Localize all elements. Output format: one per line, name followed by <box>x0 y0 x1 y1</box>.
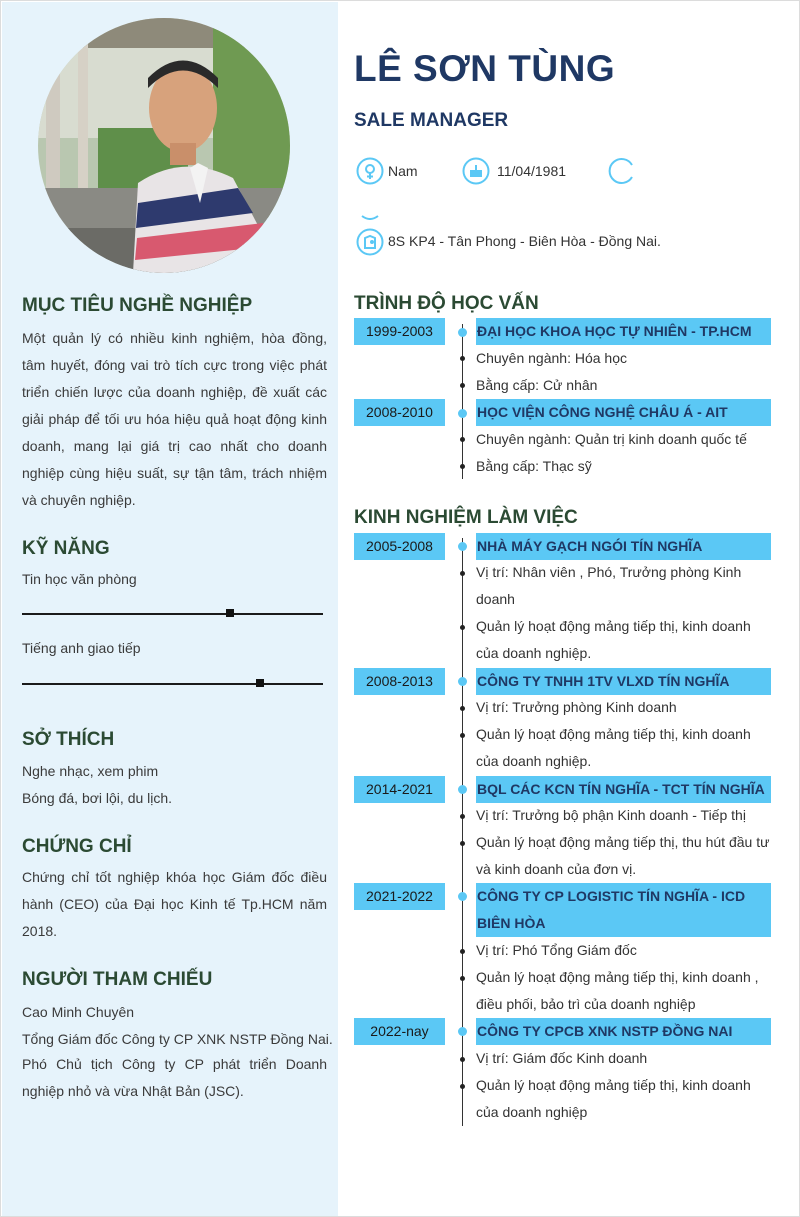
experience-years: 2008-2013 <box>354 668 445 695</box>
bullet-dot <box>460 706 465 711</box>
bullet-dot <box>460 841 465 846</box>
objective-text: Một quản lý có nhiều kinh nghiệm, hòa đồng, tâm huyết, đóng vai trò tích cực trong việc phát triển chiến lược của doanh nghiệp, đề xuất các giải pháp để tối ưu hóa hiệu quả hoạt động kinh doanh, mang lại giá trị cao nhất cho doanh nghiệp cùng hiệu suất, sự tận tâm, trách nhiệm và chuyên nghiệp. <box>22 330 327 508</box>
experience-detail: Quản lý hoạt động mảng tiếp thị, kinh doanh , điều phối, bảo trì của doanh nghiệp <box>476 969 759 1012</box>
skill-bar <box>22 683 323 685</box>
skill-level-marker <box>256 679 264 687</box>
bullet-dot <box>460 814 465 819</box>
bullet-dot <box>460 1057 465 1062</box>
experience-detail: Vị trí: Nhân viên , Phó, Trưởng phòng Kinh doanh <box>476 564 742 607</box>
address-value: 8S KP4 - Tân Phong - Biên Hòa - Đồng Nai. <box>388 233 661 249</box>
experience-detail: Vị trí: Trưởng phòng Kinh doanh <box>476 699 677 715</box>
education-detail: Bằng cấp: Thạc sỹ <box>476 458 592 474</box>
reference-name: Cao Minh Chuyên <box>22 1004 135 1020</box>
education-timeline-line <box>462 324 463 479</box>
experience-detail: Quản lý hoạt động mảng tiếp thị, kinh doanh của doanh nghiệp. <box>476 618 751 661</box>
certificates-title: CHỨNG CHỈ <box>22 836 132 857</box>
bullet-dot <box>460 949 465 954</box>
timeline-marker <box>458 892 467 901</box>
bullet-dot <box>460 976 465 981</box>
experience-company: NHÀ MÁY GẠCH NGÓI TÍN NGHĨA <box>476 533 771 560</box>
skill-bar <box>22 613 323 615</box>
experience-company: CÔNG TY TNHH 1TV VLXD TÍN NGHĨA <box>476 668 771 695</box>
education-detail: Bằng cấp: Cử nhân <box>476 377 598 393</box>
timeline-marker <box>458 409 467 418</box>
experience-title: KINH NGHIỆM LÀM VIỆC <box>354 507 578 528</box>
phone-icon <box>608 157 636 185</box>
references-title: NGƯỜI THAM CHIẾU <box>22 969 213 990</box>
skill-label: Tin học văn phòng <box>22 571 137 587</box>
education-detail: Chuyên ngành: Hóa học <box>476 350 627 366</box>
timeline-marker <box>458 328 467 337</box>
reference-line: Phó Chủ tịch Công ty CP phát triển Doanh nghiệp nhỏ và vừa Nhật Bản (JSC). <box>22 1056 327 1099</box>
education-years: 2008-2010 <box>354 399 445 426</box>
experience-detail: Quản lý hoạt động mảng tiếp thị, thu hút đầu tư và kinh doanh của đơn vị. <box>476 834 770 877</box>
candidate-name: LÊ SƠN TÙNG <box>354 48 616 89</box>
bullet-dot <box>460 1084 465 1089</box>
hobby-item: Bóng đá, bơi lội, du lịch. <box>22 790 173 806</box>
bullet-dot <box>460 625 465 630</box>
timeline-marker <box>458 542 467 551</box>
bullet-dot <box>460 571 465 576</box>
gender-icon <box>356 157 384 185</box>
bullet-dot <box>460 383 465 388</box>
objective-title: MỤC TIÊU NGHỀ NGHIỆP <box>22 295 253 316</box>
experience-years: 2021-2022 <box>354 883 445 910</box>
experience-company: BQL CÁC KCN TÍN NGHĨA - TCT TÍN NGHĨA <box>476 776 771 803</box>
experience-detail: Vị trí: Phó Tổng Giám đốc <box>476 942 637 958</box>
experience-years: 2022-nay <box>354 1018 445 1045</box>
profile-photo <box>38 18 290 273</box>
location-icon <box>356 228 384 256</box>
bullet-dot <box>460 437 465 442</box>
experience-company: CÔNG TY CP LOGISTIC TÍN NGHĨA - ICD BIÊN HÒA <box>476 883 771 937</box>
gender-value: Nam <box>388 163 418 179</box>
hobbies-title: SỞ THÍCH <box>22 729 115 750</box>
job-title: SALE MANAGER <box>354 110 509 131</box>
experience-detail: Quản lý hoạt động mảng tiếp thị, kinh doanh của doanh nghiệp <box>476 1077 751 1120</box>
experience-detail: Vị trí: Trưởng bộ phận Kinh doanh - Tiếp thị <box>476 807 746 823</box>
reference-line: Tổng Giám đốc Công ty CP XNK NSTP Đồng Nai. <box>22 1031 333 1047</box>
timeline-marker <box>458 785 467 794</box>
timeline-marker <box>458 1027 467 1036</box>
bullet-dot <box>460 464 465 469</box>
education-school: HỌC VIỆN CÔNG NGHỆ CHÂU Á - AIT <box>476 399 771 426</box>
skills-title: KỸ NĂNG <box>22 538 110 559</box>
education-detail: Chuyên ngành: Quản trị kinh doanh quốc tế <box>476 431 747 447</box>
hobby-item: Nghe nhạc, xem phim <box>22 763 159 779</box>
bullet-dot <box>460 356 465 361</box>
experience-years: 2014-2021 <box>354 776 445 803</box>
birthday-value: 11/04/1981 <box>497 163 567 179</box>
education-title: TRÌNH ĐỘ HỌC VẤN <box>354 293 539 314</box>
experience-detail: Vị trí: Giám đốc Kinh doanh <box>476 1050 648 1066</box>
timeline-marker <box>458 677 467 686</box>
education-years: 1999-2003 <box>354 318 445 345</box>
certificates-text: Chứng chỉ tốt nghiệp khóa học Giám đốc điều hành (CEO) của Đại học Kinh tế Tp.HCM năm 2018. <box>22 869 327 939</box>
skill-level-marker <box>226 609 234 617</box>
experience-detail: Quản lý hoạt động mảng tiếp thị, kinh doanh của doanh nghiệp. <box>476 726 751 769</box>
email-icon <box>356 206 384 220</box>
birthday-cake-icon <box>462 157 490 185</box>
education-school: ĐẠI HỌC KHOA HỌC TỰ NHIÊN - TP.HCM <box>476 318 771 345</box>
skill-label: Tiếng anh giao tiếp <box>22 640 141 656</box>
experience-years: 2005-2008 <box>354 533 445 560</box>
bullet-dot <box>460 733 465 738</box>
experience-company: CÔNG TY CPCB XNK NSTP ĐỒNG NAI <box>476 1018 771 1045</box>
